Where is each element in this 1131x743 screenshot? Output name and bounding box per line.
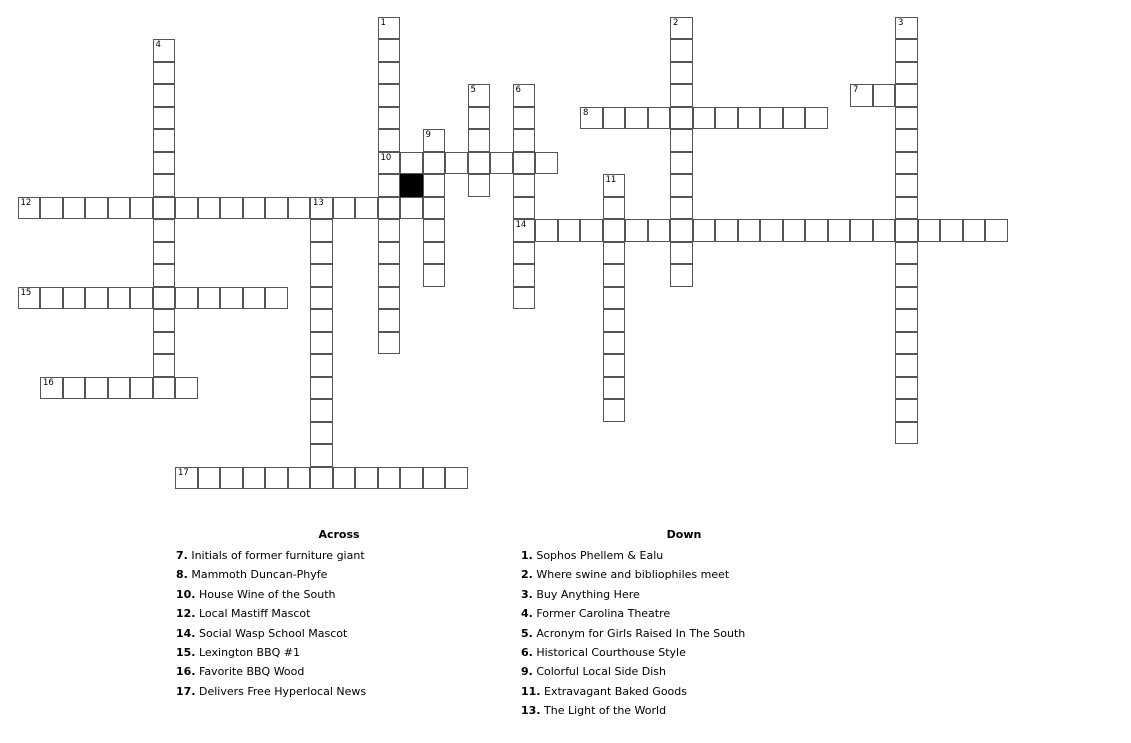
grid-cell[interactable] [603, 287, 626, 310]
grid-cell[interactable] [378, 264, 401, 287]
clue-text: Sophos Phellem & Ealu [536, 549, 664, 562]
clue-number-label: 14 [515, 220, 527, 230]
grid-cell[interactable] [513, 107, 536, 130]
grid-cell[interactable] [513, 152, 536, 175]
clue-number: 15. [176, 645, 196, 659]
grid-cell[interactable] [895, 242, 918, 265]
grid-cell[interactable] [940, 219, 963, 242]
grid-cell[interactable] [670, 107, 693, 130]
grid-cell[interactable] [243, 467, 266, 490]
grid-cell[interactable] [805, 107, 828, 130]
clue-text: Former Carolina Theatre [536, 607, 671, 621]
grid-cell[interactable] [603, 197, 626, 220]
grid-cell[interactable] [895, 332, 918, 355]
clue-text: Initials of former furniture giant [191, 549, 365, 562]
grid-cell[interactable] [85, 197, 108, 220]
grid-cell[interactable] [400, 467, 423, 490]
grid-cell[interactable] [895, 264, 918, 287]
grid-cell[interactable] [513, 129, 536, 152]
grid-cell[interactable] [198, 287, 221, 310]
down-clues [521, 528, 851, 721]
across-clue-8 [176, 565, 506, 584]
clue-number-label: 8 [583, 107, 589, 118]
clue-number-label: 16 [43, 377, 54, 388]
grid-cell[interactable] [895, 174, 918, 197]
grid-cell[interactable] [378, 107, 401, 130]
grid-cell[interactable] [108, 287, 131, 310]
grid-cell[interactable] [220, 467, 243, 490]
grid-cell[interactable] [423, 129, 446, 152]
grid-cell[interactable] [468, 152, 491, 175]
grid-cell[interactable] [85, 287, 108, 310]
down-clue-3 [521, 585, 851, 604]
grid-cell[interactable] [198, 467, 221, 490]
grid-cell[interactable] [153, 84, 176, 107]
grid-cell[interactable] [153, 309, 176, 332]
grid-cell[interactable] [693, 219, 716, 242]
clue-text: Lexington BBQ #1 [199, 645, 301, 659]
grid-cell[interactable] [738, 219, 761, 242]
clue-number-label: 4 [155, 40, 161, 50]
clue-text: Social Wasp School Mascot [199, 626, 348, 640]
clue-number: 11. [521, 684, 541, 698]
grid-cell[interactable] [895, 62, 918, 85]
clue-number: 3. [521, 587, 533, 601]
grid-cell[interactable] [378, 332, 401, 355]
grid-cell[interactable] [513, 174, 536, 197]
grid-cell[interactable] [130, 197, 153, 220]
grid-cell[interactable] [153, 152, 176, 175]
grid-cell[interactable] [670, 197, 693, 220]
clue-text: House Wine of the South [199, 587, 336, 601]
grid-cell[interactable] [175, 467, 198, 490]
grid-cell[interactable] [918, 219, 941, 242]
grid-cell[interactable] [243, 197, 266, 220]
grid-cell[interactable] [378, 84, 401, 107]
grid-cell[interactable] [580, 219, 603, 242]
grid-cell[interactable] [333, 197, 356, 220]
grid-cell[interactable] [468, 84, 491, 107]
grid-cell[interactable] [693, 107, 716, 130]
grid-cell[interactable] [603, 219, 626, 242]
grid-cell[interactable] [310, 332, 333, 355]
grid-cell[interactable] [63, 287, 86, 310]
grid-cell[interactable] [715, 107, 738, 130]
grid-cell[interactable] [153, 287, 176, 310]
across-clue-14 [176, 624, 506, 643]
grid-cell[interactable] [310, 197, 333, 220]
across-clue-15 [176, 643, 506, 662]
grid-cell[interactable] [513, 197, 536, 220]
across-clue-16 [176, 662, 506, 681]
clue-number-label: 10 [380, 152, 392, 163]
grid-cell[interactable] [603, 377, 626, 400]
grid-cell[interactable] [310, 377, 333, 400]
grid-cell[interactable] [63, 197, 86, 220]
across-clue-12 [176, 604, 506, 623]
grid-cell[interactable] [513, 219, 536, 242]
grid-cell[interactable] [513, 84, 536, 107]
grid-cell[interactable] [670, 84, 693, 107]
grid-cell[interactable] [468, 107, 491, 130]
grid-cell[interactable] [378, 129, 401, 152]
grid-cell[interactable] [985, 219, 1008, 242]
grid-cell[interactable] [580, 107, 603, 130]
down-clue-4 [521, 604, 851, 623]
grid-cell[interactable] [513, 264, 536, 287]
clue-text: Local Mastiff Mascot [199, 607, 311, 621]
clue-number: 14. [176, 626, 196, 640]
black-cell [400, 174, 423, 197]
grid-cell[interactable] [603, 107, 626, 130]
grid-cell[interactable] [670, 174, 693, 197]
grid-cell[interactable] [310, 309, 333, 332]
grid-cell[interactable] [895, 219, 918, 242]
clue-number-label: 13 [313, 197, 324, 208]
clue-number: 4. [521, 607, 533, 621]
grid-cell[interactable] [153, 39, 176, 62]
grid-cell[interactable] [243, 287, 266, 310]
grid-cell[interactable] [153, 354, 176, 377]
clue-text: Delivers Free Hyperlocal News [199, 684, 367, 698]
down-clue-2 [521, 565, 851, 584]
grid-cell[interactable] [130, 287, 153, 310]
clue-number-label: 7 [853, 85, 859, 95]
grid-cell[interactable] [400, 152, 423, 175]
grid-cell[interactable] [445, 152, 468, 175]
grid-cell[interactable] [378, 174, 401, 197]
clue-number: 10. [176, 587, 196, 601]
clue-number-label: 5 [470, 85, 476, 95]
grid-cell[interactable] [153, 174, 176, 197]
grid-cell[interactable] [468, 174, 491, 197]
grid-cell[interactable] [310, 219, 333, 242]
grid-cell[interactable] [760, 219, 783, 242]
grid-cell[interactable] [603, 354, 626, 377]
clue-text: Acronym for Girls Raised In The South [536, 626, 746, 640]
grid-cell[interactable] [175, 197, 198, 220]
grid-cell[interactable] [310, 264, 333, 287]
grid-cell[interactable] [265, 467, 288, 490]
grid-cell[interactable] [850, 84, 873, 107]
grid-cell[interactable] [535, 152, 558, 175]
grid-cell[interactable] [378, 17, 401, 40]
grid-cell[interactable] [648, 107, 671, 130]
grid-cell[interactable] [670, 39, 693, 62]
grid-cell[interactable] [895, 107, 918, 130]
grid-cell[interactable] [670, 219, 693, 242]
clue-number: 17. [176, 684, 196, 698]
down-clue-1 [521, 546, 851, 565]
grid-cell[interactable] [895, 354, 918, 377]
grid-cell[interactable] [153, 242, 176, 265]
grid-cell[interactable] [378, 39, 401, 62]
grid-cell[interactable] [153, 377, 176, 400]
down-clue-6 [521, 643, 851, 662]
across-clues [176, 528, 506, 701]
clue-number-label: 11 [605, 175, 617, 185]
grid-cell[interactable] [423, 197, 446, 220]
grid-cell[interactable] [265, 287, 288, 310]
clue-number: 16. [176, 665, 196, 679]
grid-cell[interactable] [288, 197, 311, 220]
grid-cell[interactable] [670, 17, 693, 40]
grid-cell[interactable] [378, 242, 401, 265]
grid-cell[interactable] [603, 242, 626, 265]
grid-cell[interactable] [895, 197, 918, 220]
grid-cell[interactable] [198, 197, 221, 220]
clue-text: Historical Courthouse Style [536, 645, 686, 659]
grid-cell[interactable] [378, 287, 401, 310]
down-clue-9 [521, 662, 851, 681]
clue-text: Where swine and bibliophiles meet [536, 568, 730, 582]
down-heading: Down [666, 528, 702, 541]
grid-cell[interactable] [423, 264, 446, 287]
grid-cell[interactable] [715, 219, 738, 242]
grid-cell[interactable] [355, 467, 378, 490]
clue-number: 8. [176, 568, 188, 582]
grid-cell[interactable] [783, 107, 806, 130]
clue-text: Mammoth Duncan-Phyfe [191, 568, 328, 582]
grid-cell[interactable] [895, 309, 918, 332]
across-clue-7 [176, 546, 506, 565]
clue-number-label: 12 [20, 197, 32, 208]
grid-cell[interactable] [153, 332, 176, 355]
grid-cell[interactable] [895, 17, 918, 40]
grid-cell[interactable] [310, 422, 333, 445]
clue-number-label: 17 [178, 467, 189, 478]
grid-cell[interactable] [535, 219, 558, 242]
clue-number-label: 1 [380, 17, 386, 28]
down-clue-5 [521, 624, 851, 643]
grid-cell[interactable] [625, 219, 648, 242]
grid-cell[interactable] [963, 219, 986, 242]
grid-cell[interactable] [828, 219, 851, 242]
clue-number: 7. [176, 549, 188, 562]
grid-cell[interactable] [130, 377, 153, 400]
grid-cell[interactable] [603, 332, 626, 355]
grid-cell[interactable] [378, 467, 401, 490]
grid-cell[interactable] [288, 467, 311, 490]
grid-cell[interactable] [40, 377, 63, 400]
grid-cell[interactable] [378, 197, 401, 220]
grid-cell[interactable] [670, 264, 693, 287]
grid-cell[interactable] [18, 287, 41, 310]
grid-cell[interactable] [378, 309, 401, 332]
grid-cell[interactable] [873, 84, 896, 107]
grid-cell[interactable] [108, 377, 131, 400]
grid-cell[interactable] [603, 174, 626, 197]
clue-number: 2. [521, 568, 533, 582]
grid-cell[interactable] [310, 242, 333, 265]
grid-cell[interactable] [63, 377, 86, 400]
grid-cell[interactable] [895, 84, 918, 107]
grid-cell[interactable] [670, 62, 693, 85]
grid-cell[interactable] [175, 287, 198, 310]
grid-cell[interactable] [333, 467, 356, 490]
grid-cell[interactable] [670, 242, 693, 265]
grid-cell[interactable] [513, 242, 536, 265]
grid-cell[interactable] [490, 152, 513, 175]
grid-cell[interactable] [603, 399, 626, 422]
grid-cell[interactable] [40, 287, 63, 310]
grid-cell[interactable] [513, 287, 536, 310]
grid-cell[interactable] [423, 152, 446, 175]
down-clue-13 [521, 701, 851, 720]
grid-cell[interactable] [895, 377, 918, 400]
grid-cell[interactable] [783, 219, 806, 242]
grid-cell[interactable] [423, 467, 446, 490]
clue-number-label: 9 [425, 130, 431, 140]
grid-cell[interactable] [310, 399, 333, 422]
clue-number: 5. [521, 626, 533, 640]
grid-cell[interactable] [603, 264, 626, 287]
clue-number: 13. [521, 704, 541, 718]
across-clue-17 [176, 682, 506, 701]
across-heading: Across [318, 528, 360, 541]
clue-number-label: 2 [673, 17, 679, 28]
grid-cell[interactable] [850, 219, 873, 242]
grid-cell[interactable] [310, 354, 333, 377]
clue-number-label: 6 [515, 85, 521, 95]
clue-text: Colorful Local Side Dish [536, 665, 666, 679]
clue-text: Extravagant Baked Goods [544, 684, 687, 698]
grid-cell[interactable] [378, 152, 401, 175]
grid-cell[interactable] [400, 197, 423, 220]
grid-cell[interactable] [648, 219, 671, 242]
grid-cell[interactable] [423, 219, 446, 242]
clue-number: 12. [176, 607, 196, 621]
grid-cell[interactable] [153, 219, 176, 242]
grid-cell[interactable] [18, 197, 41, 220]
down-clue-11 [521, 682, 851, 701]
clue-number-label: 15 [20, 287, 32, 298]
clue-number: 6. [521, 645, 533, 659]
grid-cell[interactable] [310, 287, 333, 310]
clue-number: 9. [521, 665, 533, 679]
grid-cell[interactable] [153, 62, 176, 85]
grid-cell[interactable] [558, 219, 581, 242]
grid-cell[interactable] [895, 129, 918, 152]
grid-cell[interactable] [895, 39, 918, 62]
grid-cell[interactable] [220, 287, 243, 310]
clue-number: 1. [521, 549, 533, 562]
grid-cell[interactable] [423, 174, 446, 197]
grid-cell[interactable] [378, 219, 401, 242]
grid-cell[interactable] [670, 152, 693, 175]
grid-cell[interactable] [895, 422, 918, 445]
grid-cell[interactable] [310, 467, 333, 490]
grid-cell[interactable] [153, 107, 176, 130]
grid-cell[interactable] [895, 287, 918, 310]
grid-cell[interactable] [378, 62, 401, 85]
grid-cell[interactable] [310, 444, 333, 467]
clue-text: Favorite BBQ Wood [199, 665, 305, 679]
grid-cell[interactable] [670, 129, 693, 152]
grid-cell[interactable] [423, 242, 446, 265]
grid-cell[interactable] [873, 219, 896, 242]
grid-cell[interactable] [220, 197, 243, 220]
clue-text: Buy Anything Here [536, 587, 640, 601]
grid-cell[interactable] [40, 197, 63, 220]
grid-cell[interactable] [175, 377, 198, 400]
grid-cell[interactable] [625, 107, 648, 130]
grid-cell[interactable] [108, 197, 131, 220]
clue-text: The Light of the World [544, 704, 667, 718]
grid-cell[interactable] [738, 107, 761, 130]
grid-cell[interactable] [85, 377, 108, 400]
grid-cell[interactable] [760, 107, 783, 130]
grid-cell[interactable] [355, 197, 378, 220]
grid-cell[interactable] [153, 129, 176, 152]
grid-cell[interactable] [895, 399, 918, 422]
grid-cell[interactable] [468, 129, 491, 152]
grid-cell[interactable] [153, 197, 176, 220]
clue-number-label: 3 [898, 17, 904, 28]
grid-cell[interactable] [805, 219, 828, 242]
grid-cell[interactable] [445, 467, 468, 490]
grid-cell[interactable] [265, 197, 288, 220]
grid-cell[interactable] [895, 152, 918, 175]
grid-cell[interactable] [153, 264, 176, 287]
across-clue-10 [176, 585, 506, 604]
grid-cell[interactable] [603, 309, 626, 332]
